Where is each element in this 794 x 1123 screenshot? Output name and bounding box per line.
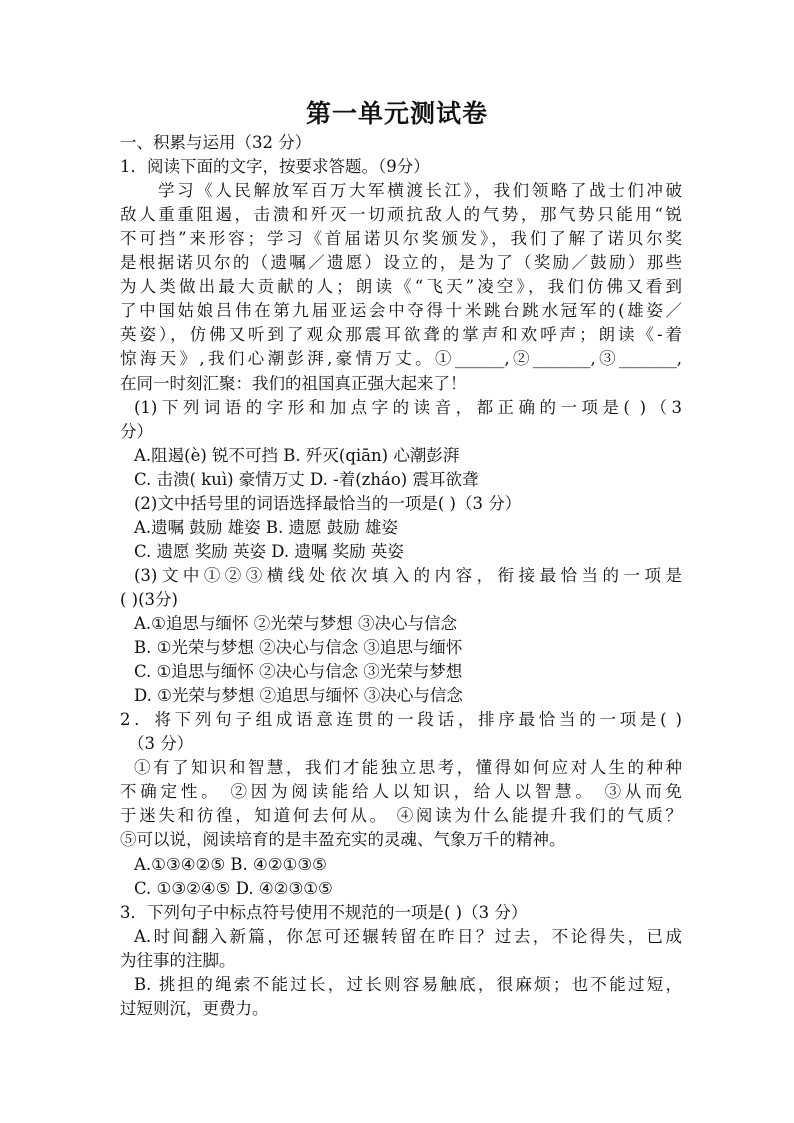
- text-line: 了中国姑娘吕伟在第九届亚运会中夺得十米跳台跳水冠军的(雄姿／: [120, 301, 682, 321]
- text-line: 为人类做出最大贡献的人；朗读《“飞天”凌空》，我们仿佛又看到: [120, 277, 682, 297]
- text-line: D. ①光荣与梦想 ②追思与缅怀 ③决心与信念: [134, 686, 463, 706]
- text-line: （3 分）: [128, 734, 194, 754]
- text-line: A.①③④②⑤ B. ④②①③⑤: [134, 854, 327, 874]
- text-line: 是根据诺贝尔的（遗嘱／遗愿）设立的，是为了（奖励／鼓励）那些: [120, 253, 682, 273]
- text-line: 一、积累与运用（32 分）: [120, 133, 312, 152]
- text-line: 于迷失和彷徨，知道何去何从。 ④阅读为什么能提升我们的气质？: [120, 806, 682, 826]
- text-line: 不确定性。 ②因为阅读能给人以知识，给人以智慧。 ③从而免: [120, 782, 682, 802]
- text-line: C. 遗愿 奖励 英姿 D. 遗嘱 奖励 英姿: [134, 541, 404, 561]
- text-line: C. 击溃( kuì) 豪情万丈 D. -着(zháo) 震耳欲聋: [134, 469, 479, 489]
- text-line: 不可挡”来形容；学习《首届诺贝尔奖颁发》，我们了解了诺贝尔奖: [120, 229, 682, 249]
- text-line: 惊海天》,我们心潮彭湃,豪情万丈。①______,②_______,③_______,: [120, 349, 682, 369]
- text-line: C. ①③②④⑤ D. ④②③①⑤: [134, 878, 333, 898]
- page-title: 第一单元测试卷: [305, 99, 488, 128]
- text-line: 3．下列句子中标点符号使用不规范的一项是( )（3 分）: [120, 902, 528, 922]
- text-line: A.①追思与缅怀 ②光荣与梦想 ③决心与信念: [134, 614, 457, 633]
- text-line: B. ①光荣与梦想 ②决心与信念 ③追思与缅怀: [134, 638, 463, 658]
- text-line: 敌人重重阻遏，击溃和歼灭一切顽抗敌人的气势，那气势只能用“锐: [120, 205, 682, 225]
- text-line: A.阻遏(è) 锐不可挡 B. 歼灭(qiān) 心潮彭湃: [134, 445, 460, 465]
- text-line: A.遗嘱 鼓励 雄姿 B. 遗愿 鼓励 雄姿: [134, 517, 398, 537]
- text-line: (2)文中括号里的词语选择最恰当的一项是( )（3 分）: [134, 493, 522, 513]
- text-line: C. ①追思与缅怀 ②决心与信念 ③光荣与梦想: [134, 662, 463, 682]
- text-line: ( )(3分): [120, 589, 178, 609]
- text-line: 分）: [120, 421, 153, 441]
- text-line: 为往事的注脚。: [120, 950, 236, 970]
- text-line: (1)下列词语的字形和加点字的读音，都正确的一项是( )（3: [134, 397, 682, 417]
- text-line: 过短则沉，更费力。: [120, 998, 269, 1018]
- text-line: (3)文中①②③横线处依次填入的内容，衔接最恰当的一项是: [134, 565, 682, 585]
- text-line: A.时间翻入新篇，你怎可还辗转留在昨日？过去，不论得失，已成: [134, 926, 682, 946]
- text-line: ⑤可以说，阅读培育的是丰盈充实的灵魂、气象万千的精神。: [120, 830, 566, 850]
- text-line: 2．将下列句子组成语意连贯的一段话，排序最恰当的一项是( ): [120, 710, 682, 730]
- text-line: 学习《人民解放军百万大军横渡长江》，我们领略了战士们冲破: [158, 181, 682, 201]
- text-line: 在同一时刻汇聚：我们的祖国真正强大起来了！: [120, 373, 467, 393]
- text-line: 英姿），仿佛又听到了观众那震耳欲聋的掌声和欢呼声；朗读《-着: [120, 325, 682, 345]
- text-line: 1．阅读下面的文字，按要求答题。（9分）: [120, 157, 430, 177]
- text-line: ①有了知识和智慧，我们才能独立思考，懂得如何应对人生的种种: [134, 758, 682, 778]
- text-line: B. 挑担的绳索不能过长，过长则容易触底，很麻烦；也不能过短，: [134, 974, 682, 994]
